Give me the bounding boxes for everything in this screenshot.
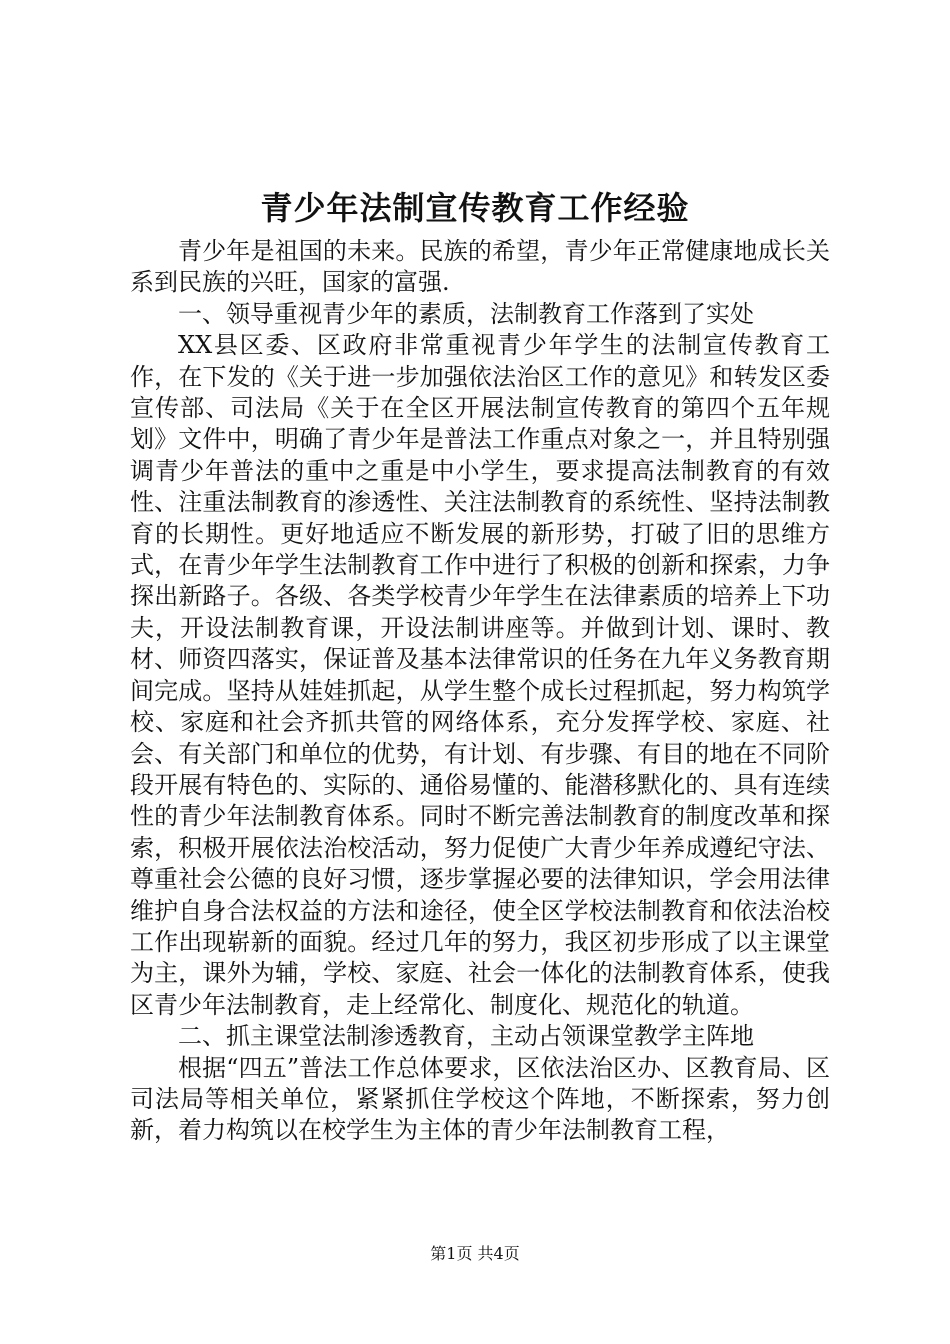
paragraph-intro: 青少年是祖国的未来。民族的希望，青少年正常健康地成长关系到民族的兴旺，国家的富强. [130,237,830,297]
section-heading-2: 二、抓主课堂法制渗透教育，主动占领课堂教学主阵地 [178,1022,754,1051]
paragraph-section-2: 根据“四五”普法工作总体要求，区依法治区办、区教育局、区司法局等相关单位，紧紧抓住学校这个阵地，不断探索，努力创新，着力构筑以在校学生为主体的青少年法制教育工程， [130,1053,830,1145]
document-title: 青少年法制宣传教育工作经验 [260,189,690,227]
document-body [130,236,830,1147]
section-heading-1: 一、领导重视青少年的素质，法制教育工作落到了实处 [178,299,754,328]
page-footer: 第1页 共4页 [430,1244,520,1263]
paragraph-section-1: XX县区委、区政府非常重视青少年学生的法制宣传教育工作，在下发的《关于进一步加强依法治区工作的意见》和转发区委宣传部、司法局《关于在全区开展法制宣传教育的第四个五年规划》文件中，明确了青少年是普法工作重点对象之一，并且特别强调青少年普法的重中之重是中小学生，要求提高法制教育的有效性、注重法制教育的渗透性、关注法制教育的系统性、坚持法制教育的长期性。更好地适应不断发展的新形势，打破了旧的思维方式，在青少年学生法制教育工作中进行了积极的创新和探索，力争探出新路子。各级、各类学校青少年学生在法律素质的培养上下功夫，开设法制教育课，开设法制讲座等。并做到计划、课时、教材、师资四落实，保证普及基本法律常识的任务在九年义务教育期间完成。坚持从娃娃抓起，从学生整个成长过程抓起，努力构筑学校、家庭和社会齐抓共管的网络体系，充分发挥学校、家庭、社会、有关部门和单位的优势，有计划、有步骤、有目的地在不同阶段开展有特色的、实际的、通俗易懂的、能潜移默化的、具有连续性的青少年法制教育体系。同时不断完善法制教育的制度改革和探索，积极开展依法治校活动，努力促使广大青少年养成遵纪守法、尊重社会公德的良好习惯，逐步掌握必要的法律知识，学会用法律维护自身合法权益的方法和途径，使全区学校法制教育和依法治校工作出现崭新的面貌。经过几年的努力，我区初步形成了以主课堂为主，课外为辅，学校、家庭、社会一体化的法制教育体系，使我区青少年法制教育，走上经常化、制度化、规范化的轨道。 [130,331,830,1019]
